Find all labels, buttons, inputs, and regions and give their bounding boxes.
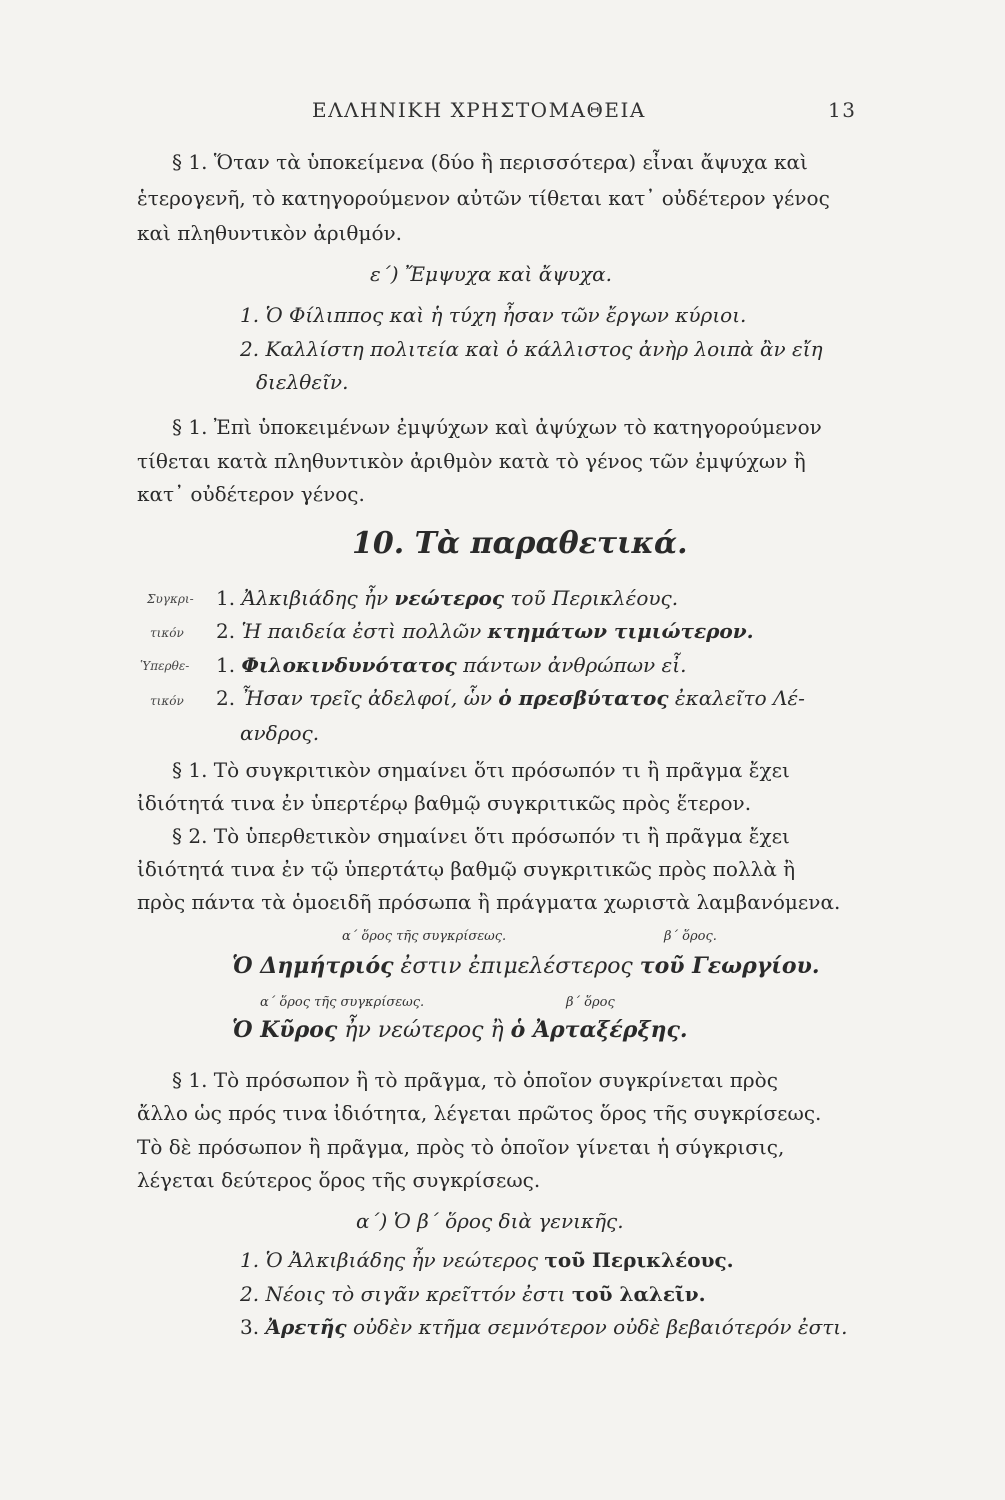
highlighted-term: τοῦ Γεωργίου. <box>639 953 820 979</box>
section-e-example-2-cont: διελθεῖν. <box>256 370 349 394</box>
para2-line2: τίθεται κατὰ πληθυντικὸν ἀριθμὸν κατὰ τὸ γένος τῶν ἐμψύχων ἢ <box>137 449 806 473</box>
highlighted-term: ὁ Ἀρταξέρξης. <box>510 1017 688 1043</box>
superlative-example-2-cont: ανδρος. <box>240 721 320 745</box>
highlighted-term: Ὁ Κῦρος <box>232 1017 338 1043</box>
para5-line3: Τὸ δὲ πρόσωπον ἢ πρᾶγμα, πρὸς τὸ ὁποῖον γίνεται ἡ σύγκρισις, <box>137 1135 785 1159</box>
section-a-heading: α΄) Ὁ β΄ ὅρος διὰ γενικῆς. <box>356 1209 624 1233</box>
para1-line2: ἑτερογενῆ, τὸ κατηγορούμενον αὐτῶν τίθεται κατ᾽ οὐδέτερον γένος <box>137 186 830 210</box>
para3-line2: ἰδιότητά τινα ἐν ὑπερτέρῳ βαθμῷ συγκριτικῶς πρὸς ἕτερον. <box>137 791 752 815</box>
text-segment: ἐκαλεῖτο Λέ- <box>674 686 805 710</box>
section-a-example-2 <box>240 1284 706 1304</box>
text-segment: τοῦ Περικλέους. <box>510 586 679 610</box>
para4-line3: πρὸς πάντα τὰ ὁμοειδῆ πρόσωπα ἢ πράγματα χωριστὰ λαμβανόμενα. <box>137 890 841 914</box>
para2-line3: κατ᾽ οὐδέτερον γένος. <box>137 482 365 506</box>
highlighted-term: Ὁ Δημήτριός <box>232 953 394 979</box>
para5-line4: λέγεται δεύτερος ὅρος τῆς συγκρίσεως. <box>137 1168 541 1192</box>
example-a-sentence <box>232 955 820 978</box>
text-segment: πάντων ἀνθρώπων εἶ. <box>463 653 687 677</box>
example-number: 1. <box>216 653 236 677</box>
superlative-example-1 <box>216 655 686 675</box>
section-e-example-1: 1. Ὁ Φίλιππος καὶ ἡ τύχη ἦσαν τῶν ἔργων κύριοι. <box>240 303 747 327</box>
para4-line1: § 2. Τὸ ὑπερθετικὸν σημαίνει ὅτι πρόσωπόν τι ἢ πρᾶγμα ἔχει <box>172 824 790 848</box>
page-number: 13 <box>828 98 857 122</box>
highlighted-term: τοῦ λαλεῖν. <box>571 1282 706 1306</box>
running-header-title: ΕΛΛΗΝΙΚΗ ΧΡΗΣΤΟΜΑΘΕΙΑ <box>312 98 646 122</box>
text-segment: οὐδὲν κτῆμα σεμνότερον οὐδὲ βεβαιότερόν ἐστι. <box>352 1315 848 1339</box>
comparative-example-2 <box>216 621 754 641</box>
highlighted-term: ὁ πρεσβύτατος <box>498 686 669 710</box>
superlative-example-2 <box>216 688 805 708</box>
sidenote-comparative-1: Συγκρι- <box>147 592 194 606</box>
para2-line1: § 1. Ἐπὶ ὑποκειμένων ἐμψύχων καὶ ἀψύχων τὸ κατηγορούμενον <box>172 415 822 439</box>
para5-line2: ἄλλο ὡς πρός τινα ἰδιότητα, λέγεται πρῶτος ὅρος τῆς συγκρίσεως. <box>137 1101 822 1125</box>
example-b-term-label-1: α΄ ὅρος τῆς συγκρίσεως. <box>260 995 425 1010</box>
highlighted-term: Φιλοκινδυνότατος <box>241 653 457 677</box>
section-e-example-2: 2. Καλλίστη πολιτεία καὶ ὁ κάλλιστος ἀνὴρ λοιπὰ ἂν εἴη <box>240 337 823 361</box>
para1-line1: § 1. Ὅταν τὰ ὑποκείμενα (δύο ἢ περισσότερα) εἶναι ἄψυχα καὶ <box>172 150 808 174</box>
example-number: 1. <box>216 586 236 610</box>
para3-line1: § 1. Τὸ συγκριτικὸν σημαίνει ὅτι πρόσωπόν τι ἢ πρᾶγμα ἔχει <box>172 758 790 782</box>
example-a-term-label-2: β΄ ὅρος. <box>664 929 717 944</box>
text-segment: Ἀλκιβιάδης ἦν <box>241 586 389 610</box>
text-segment: Ἦσαν τρεῖς ἀδελφοί, ὧν <box>241 686 493 710</box>
example-a-term-label-1: α΄ ὅρος τῆς συγκρίσεως. <box>342 929 507 944</box>
sidenote-superlative-2: τικόν <box>150 694 184 708</box>
comparative-example-1 <box>216 588 678 608</box>
text-segment: ἐστιν ἐπιμελέστερος <box>400 954 633 979</box>
text-segment: Ἡ παιδεία ἐστὶ πολλῶν <box>241 619 482 643</box>
text-segment: ἦν νεώτερος ἢ <box>344 1018 504 1043</box>
example-number: 2. <box>216 686 236 710</box>
example-number: 3. <box>240 1315 260 1339</box>
highlighted-term: Ἀρετῆς <box>265 1315 347 1339</box>
section-a-example-3 <box>240 1317 848 1337</box>
text-segment: 1. Ὁ Ἀλκιβιάδης ἦν νεώτερος <box>240 1248 539 1272</box>
section-e-heading: ε΄) Ἔμψυχα καὶ ἄψυχα. <box>370 262 613 286</box>
chapter-title: 10. Τὰ παραθετικά. <box>352 526 688 561</box>
para5-line1: § 1. Τὸ πρόσωπον ἢ τὸ πρᾶγμα, τὸ ὁποῖον συγκρίνεται πρὸς <box>172 1068 778 1092</box>
example-b-term-label-2: β΄ ὅρος <box>566 995 615 1010</box>
para4-line2: ἰδιότητά τινα ἐν τῷ ὑπερτάτῳ βαθμῷ συγκριτικῶς πρὸς πολλὰ ἢ <box>137 857 796 881</box>
text-segment: 2. Νέοις τὸ σιγᾶν κρεῖττόν ἐστι <box>240 1282 566 1306</box>
section-a-example-1 <box>240 1250 734 1270</box>
highlighted-term: νεώτερος <box>394 586 505 610</box>
example-b-sentence <box>232 1019 688 1042</box>
para1-line3: καὶ πληθυντικὸν ἀριθμόν. <box>137 221 403 245</box>
sidenote-superlative-1: Ὑπερθε- <box>140 659 190 673</box>
highlighted-term: κτημάτων τιμιώτερον. <box>487 619 754 643</box>
sidenote-comparative-2: τικόν <box>150 626 184 640</box>
highlighted-term: τοῦ Περικλέους. <box>544 1248 734 1272</box>
example-number: 2. <box>216 619 236 643</box>
